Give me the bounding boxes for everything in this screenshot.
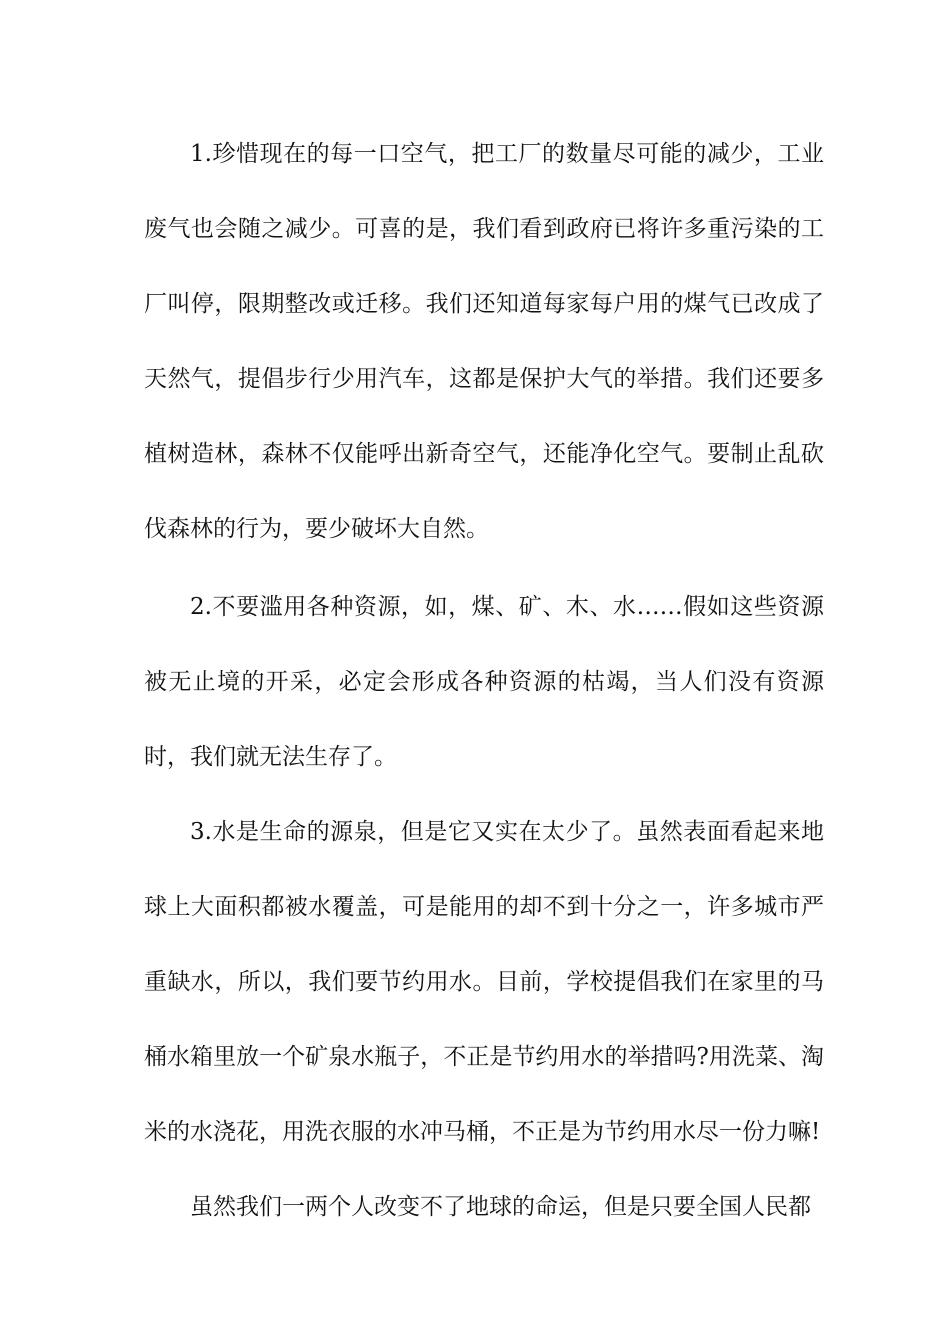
paragraph-resource-conservation: 2.不要滥用各种资源，如，煤、矿、木、水……假如这些资源被无止境的开采，必定会形成各种资源的枯竭，当人们没有资源时，我们就无法生存了。 bbox=[144, 594, 824, 770]
paragraph-air-protection: 1.珍惜现在的每一口空气，把工厂的数量尽可能的减少，工业废气也会随之减少。可喜的是，我们看到政府已将许多重污染的工厂叫停，限期整改或迁移。我们还知道每家每户用的煤气已改成了天然气，提倡步行少用汽车，这都是保护大气的举措。我们还要多植树造林，森林不仅能呼出新奇空气，还能净化空气。要制止乱砍伐森林的行为，要少破坏大自然。 bbox=[144, 141, 824, 542]
paragraph-water-saving: 3.水是生命的源泉，但是它又实在太少了。虽然表面看起来地球上大面积都被水覆盖，可是能用的却不到十分之一，许多城市严重缺水，所以，我们要节约用水。目前，学校提倡我们在家里的马桶水箱里放一个矿泉水瓶子，不正是节约用水的举措吗?用洗菜、淘米的水浇花，用洗衣服的水冲马桶，不正是为节约用水尽一份力嘛! bbox=[144, 819, 824, 1145]
paragraph-conclusion: 虽然我们一两个人改变不了地球的命运，但是只要全国人民都 bbox=[190, 1194, 811, 1220]
